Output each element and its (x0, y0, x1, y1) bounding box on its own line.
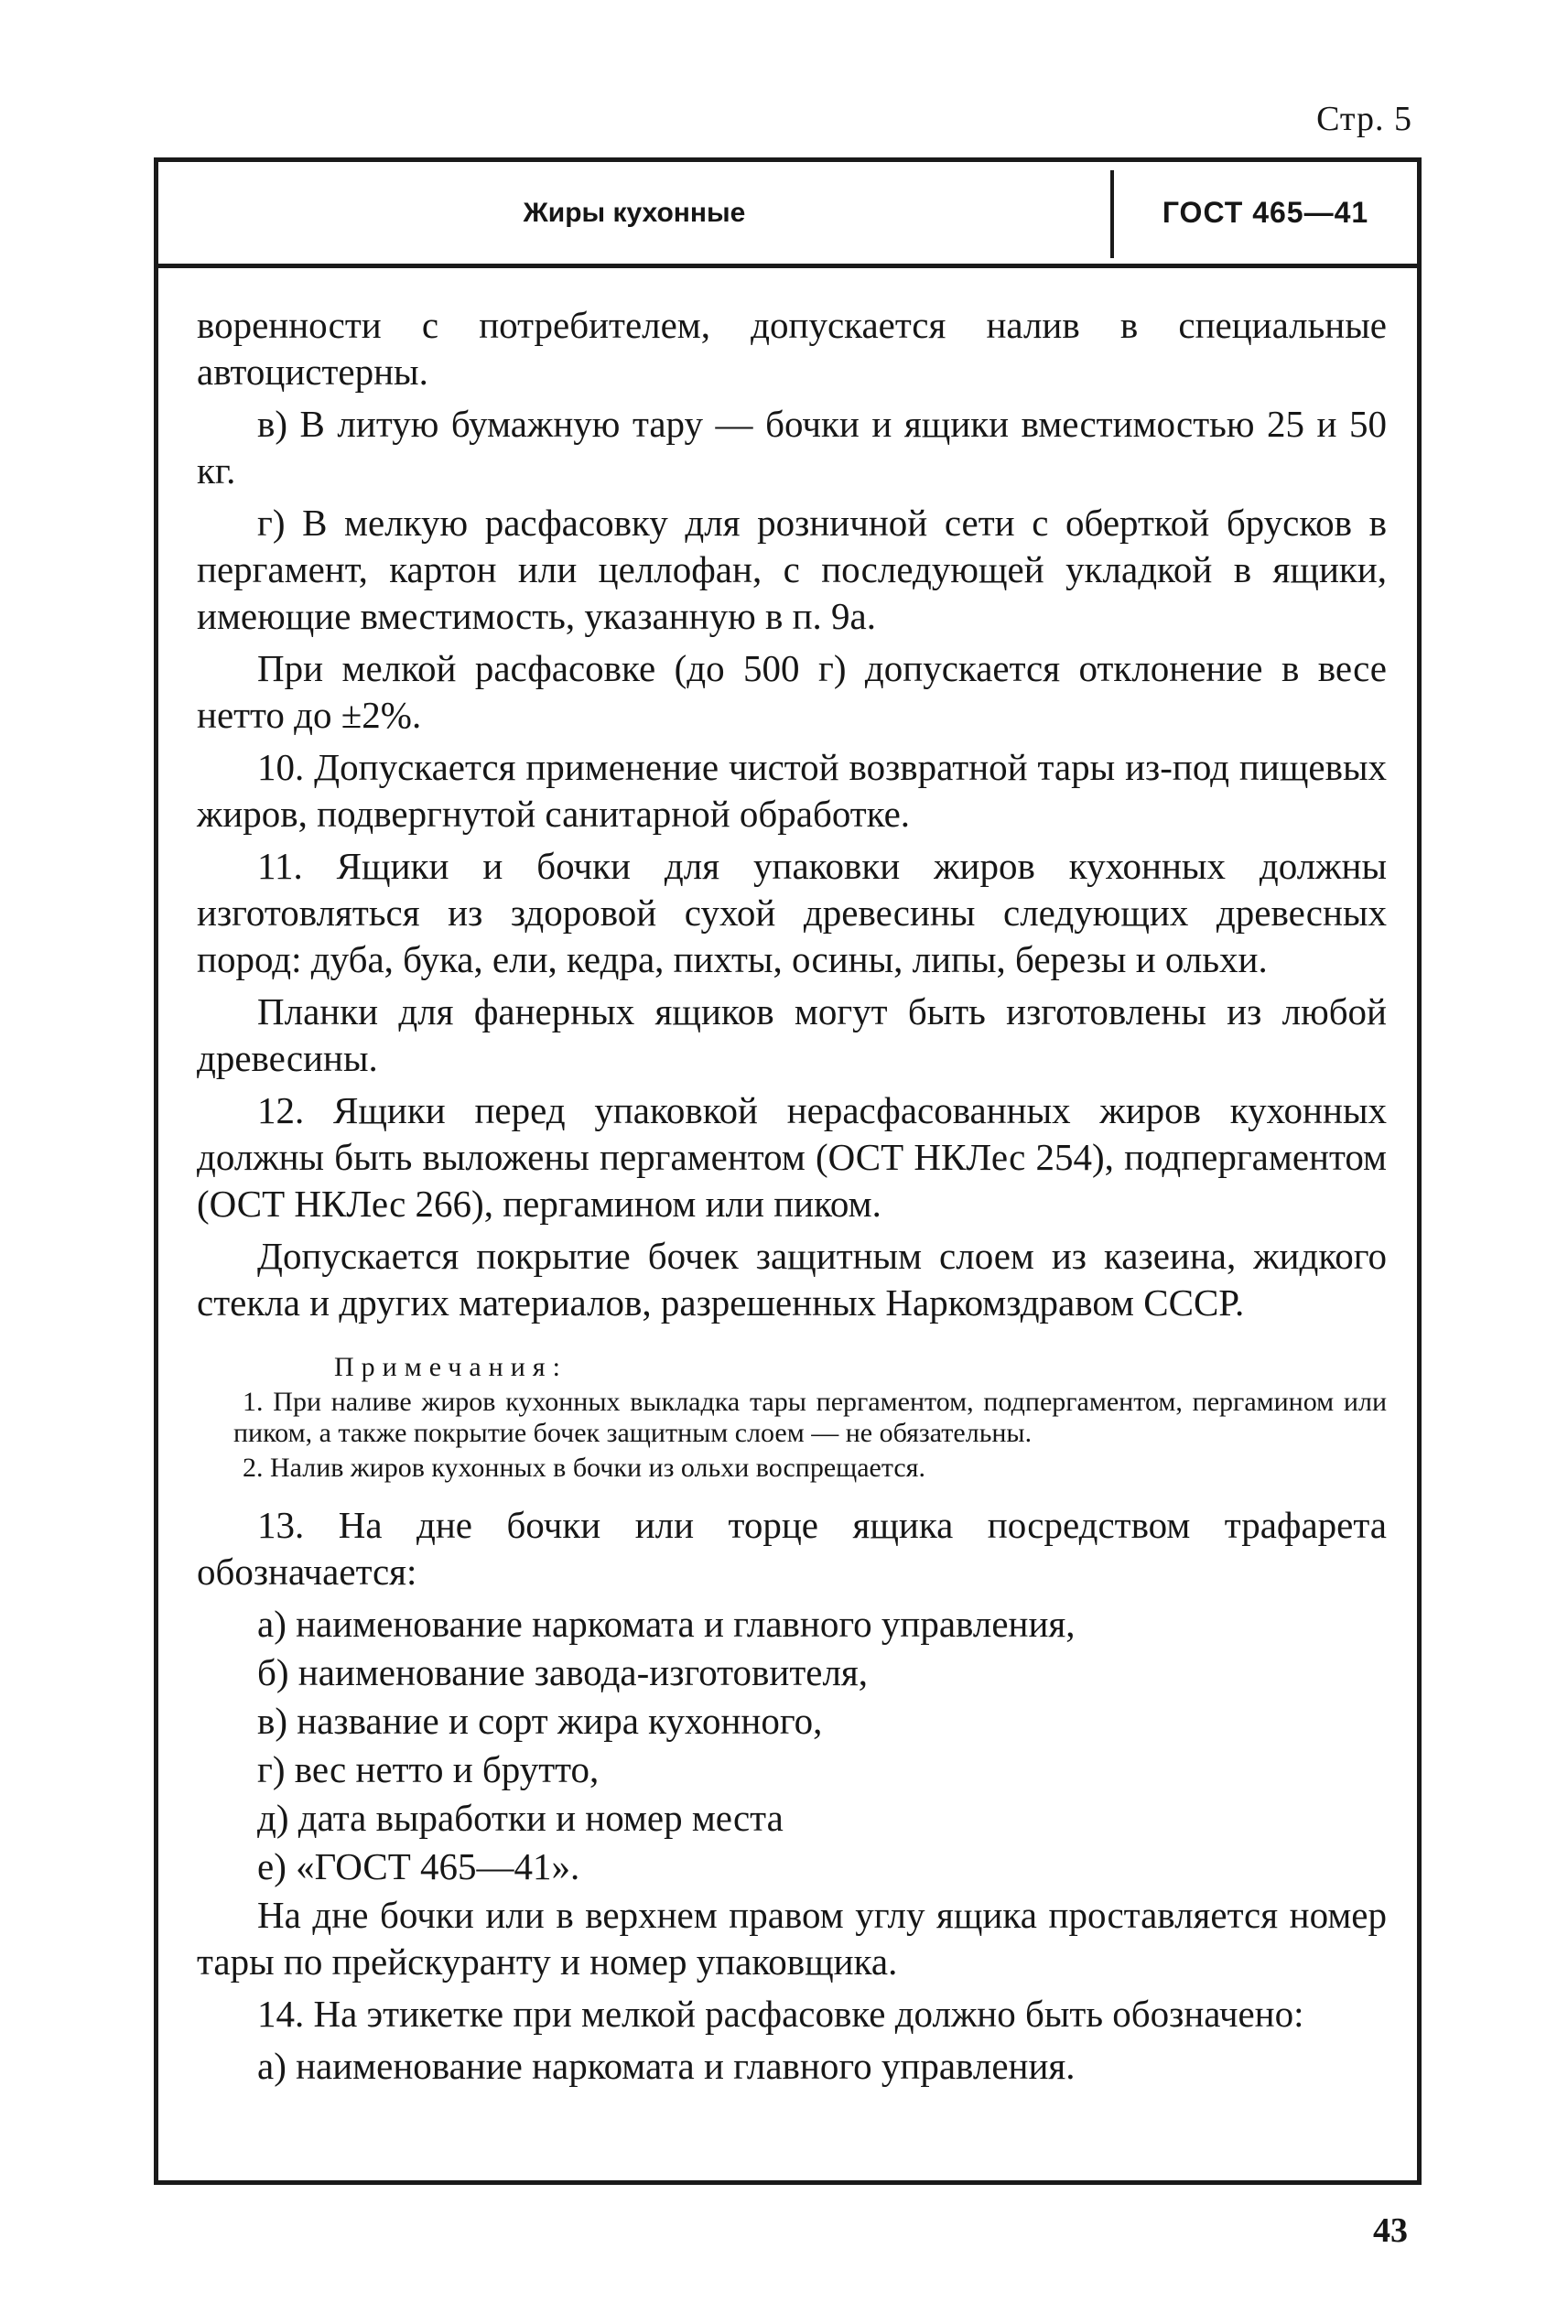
paragraph-10: 10. Допускается применение чистой возвратной тары из-под пищевых жиров, подвергнутой санитарной обработке. (197, 746, 1387, 835)
frame-right-line (1417, 157, 1422, 2185)
list-item: д) дата выработки и номер места (257, 1797, 784, 1839)
paragraph-12: 12. Ящики перед упаковкой нерасфасованных жиров кухонных должны быть выложены пергаментом (ОСТ НКЛес 254), подпергаментом (ОСТ НКЛес 266), пергамином или пиком. (197, 1089, 1387, 1225)
page-number-bottom: 43 (1373, 2211, 1408, 2250)
paragraph-weight-deviation: При мелкой расфасовке (до 500 г) допускается отклонение в весе нетто до ±2%. (197, 647, 1387, 736)
page-number-top: Стр. 5 (1316, 100, 1412, 138)
paragraph-continuation: воренности с потребителем, допускается налив в специальные автоцистерны. (197, 304, 1387, 393)
frame-bottom-line (154, 2180, 1422, 2185)
list-item: б) наименование завода-изготовителя, (257, 1651, 869, 1693)
header-bottom-line (154, 264, 1422, 268)
document-body (197, 302, 1387, 2092)
list-item: а) наименование наркомата и главного управления. (257, 2045, 1076, 2087)
notes-title: Примечания: (334, 1352, 568, 1382)
note-1: 1. При наливе жиров кухонных выкладка тары пергаментом, подпергаментом, пергамином или пиком, а также покрытие бочек защитным слоем — не обязательны. (233, 1387, 1387, 1448)
paragraph-item-v: в) В литую бумажную тару — бочки и ящики вместимостью 25 и 50 кг. (197, 403, 1387, 492)
paragraph-13: 13. На дне бочки или торце ящика посредством трафарета обозначается: (197, 1504, 1387, 1593)
list-item: г) вес нетто и брутто, (257, 1748, 600, 1790)
paragraph-11: 11. Ящики и бочки для упаковки жиров кухонных должны изготовляться из здоровой сухой древесины следующих древесных пород: дуба, бука, ели, кедра, пихты, осины, липы, березы и ольхи. (197, 845, 1387, 980)
frame-left-line (154, 157, 158, 2185)
list-item: е) «ГОСТ 465—41». (257, 1845, 580, 1887)
header-standard-number: ГОСТ 465—41 (1162, 196, 1369, 229)
paragraph-planks: Планки для фанерных ящиков могут быть изготовлены из любой древесины. (197, 990, 1387, 1079)
list-item: в) название и сорт жира кухонного, (257, 1700, 823, 1742)
paragraph-coating: Допускается покрытие бочек защитным слоем из казеина, жидкого стекла и других материалов, разрешенных Наркомздравом СССР. (197, 1235, 1387, 1324)
note-2: 2. Налив жиров кухонных в бочки из ольхи воспрещается. (243, 1453, 925, 1483)
paragraph-item-g: г) В мелкую расфасовку для розничной сети с оберткой брусков в пергамент, картон или целлофан, с последующей укладкой в ящики, имеющие вместимость, указанную в п. 9а. (197, 502, 1387, 637)
paragraph-tare-number: На дне бочки или в верхнем правом углу ящика проставляется номер тары по прейскуранту и номер упаковщика. (197, 1894, 1387, 1983)
header-title: Жиры кухонные (523, 197, 746, 228)
notes-block (197, 1352, 1387, 1484)
paragraph-14: 14. На этикетке при мелкой расфасовке должно быть обозначено: (257, 1993, 1304, 2035)
list-item: а) наименование наркомата и главного управления, (257, 1603, 1076, 1645)
